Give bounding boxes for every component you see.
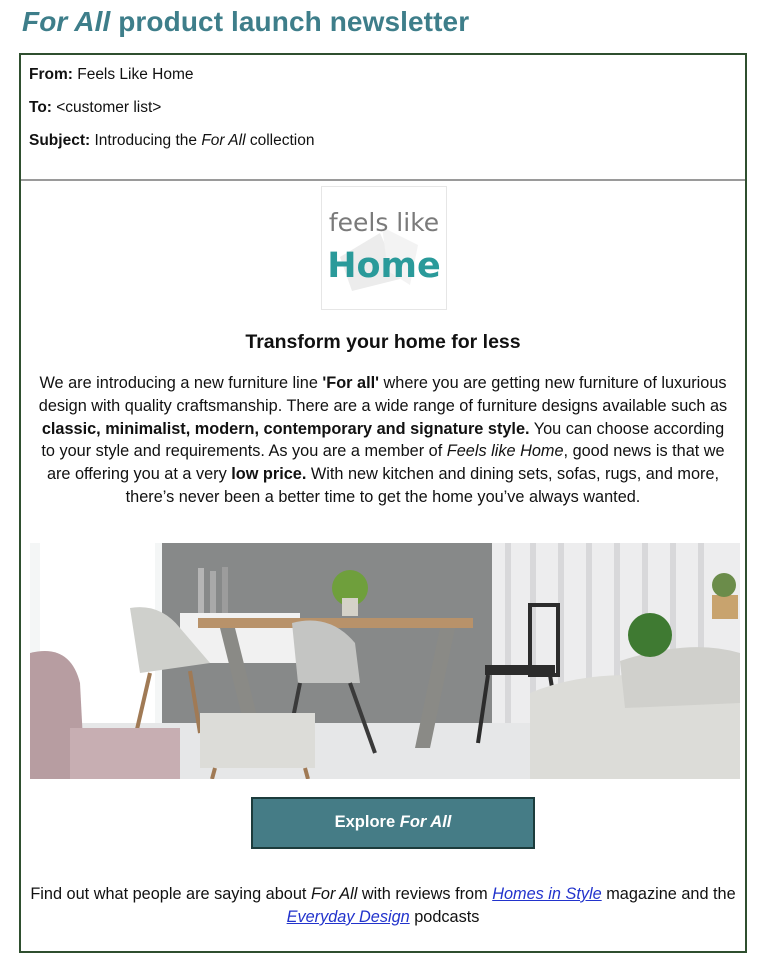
from-line	[29, 66, 194, 84]
intro-paragraph	[33, 372, 733, 509]
intro-text-1: We are introducing a new furniture line	[39, 374, 323, 392]
to-label: To:	[29, 99, 52, 116]
to-line	[29, 99, 161, 117]
footer-paragraph	[21, 883, 745, 929]
subject-prefix: Introducing the	[90, 132, 202, 149]
everyday-design-link[interactable]	[287, 908, 410, 926]
intro-text-5: With new kitchen and dining sets, sofas, rugs, and more, there’s never been a better time to get the home you’ve always wanted.	[125, 465, 720, 506]
newsletter-frame	[19, 53, 747, 953]
footer-text-2: with reviews from	[357, 885, 493, 903]
everyday-design-link-text: Everyday Design	[286, 908, 410, 926]
subject-line	[29, 132, 314, 150]
page-title	[22, 6, 469, 38]
explore-button-brand: For All	[399, 813, 452, 831]
explore-button[interactable]	[251, 797, 535, 849]
homes-in-style-link-text: Homes in Style	[492, 885, 602, 903]
headline: Transform your home for less	[245, 331, 521, 353]
furniture-photo	[30, 543, 740, 779]
page-title-rest: product launch newsletter	[110, 6, 470, 37]
to-value: <customer list>	[51, 99, 162, 116]
subject-brand: For All	[201, 132, 246, 149]
footer-text-3: magazine and the	[601, 885, 736, 903]
from-value: Feels Like Home	[72, 66, 194, 83]
logo-line2: Home	[327, 246, 441, 286]
intro-text-4: , good news is that we are offering you at a very	[46, 442, 725, 484]
footer-brand: For All	[310, 885, 358, 903]
subject-suffix: collection	[245, 132, 315, 149]
explore-button-prefix: Explore	[334, 813, 400, 831]
intro-bold-line-name: 'For all'	[322, 374, 380, 392]
homes-in-style-link[interactable]	[492, 885, 602, 903]
email-header	[21, 55, 745, 181]
footer-text-1: Find out what people are saying about	[30, 885, 311, 903]
brand-logo	[321, 186, 447, 310]
intro-bold-price: low price.	[231, 465, 307, 484]
from-label: From:	[29, 66, 73, 83]
footer-text-4: podcasts	[409, 908, 480, 926]
intro-text-3: You can choose according to your style and requirements. As you are a member of	[41, 419, 725, 461]
page-title-brand: For All	[22, 6, 111, 37]
logo-graphic	[322, 187, 446, 309]
subject-label: Subject:	[29, 132, 91, 149]
intro-bold-styles: classic, minimalist, modern, contemporary and signature style.	[41, 419, 530, 438]
intro-brand: Feels like Home	[446, 442, 564, 461]
intro-text-2: where you are getting new furniture of luxurious design with quality craftsmanship. There are a wide range of furniture designs available such as	[38, 374, 728, 415]
dining-room-illustration	[30, 543, 740, 779]
logo-line1: feels like	[328, 208, 440, 237]
